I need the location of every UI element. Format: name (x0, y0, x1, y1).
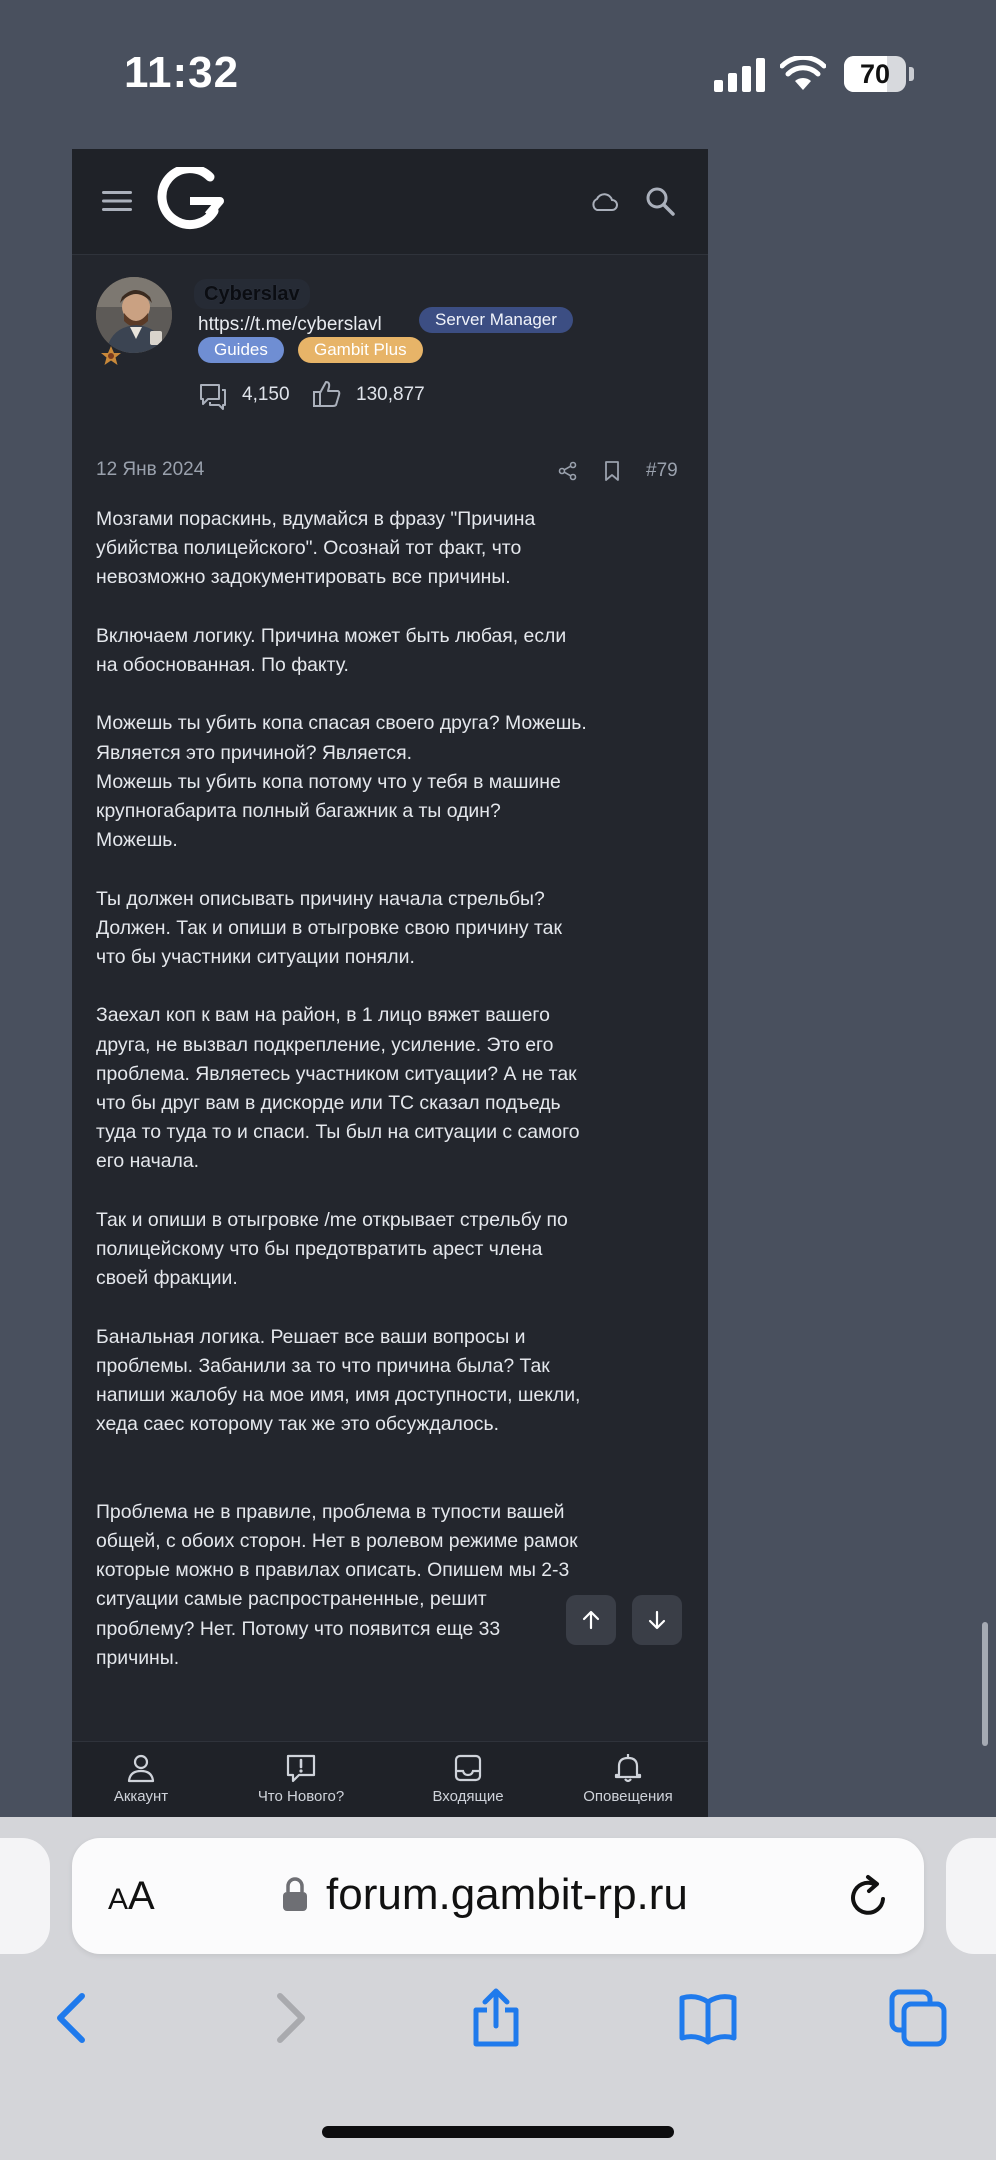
next-tab-card[interactable] (946, 1838, 996, 1954)
bookmarks-icon[interactable] (678, 1988, 738, 2048)
page-scrollbar[interactable] (982, 1622, 988, 1746)
home-indicator (322, 2126, 674, 2138)
post-body (96, 505, 686, 1702)
hamburger-menu-icon[interactable] (102, 189, 132, 213)
lock-icon (282, 1876, 308, 1912)
nav-inbox[interactable] (406, 1742, 530, 1817)
post-paragraph: Заехал коп к вам на район, в 1 лицо вяжет вашего друга, не вызвал подкрепление, усиление. Это его проблема. Являетесь участником ситуации? А не так что бы друг вам в дискорде или ТС сказал подъедь туда то туда то и спаси. Ты был на ситуации с самого его начала. (96, 1004, 580, 1173)
cellular-signal-icon (714, 58, 766, 92)
scroll-to-top-button[interactable] (566, 1595, 616, 1645)
user-link[interactable]: https://t.me/cyberslavl (198, 314, 382, 335)
nav-inbox-label: Входящие (432, 1788, 504, 1805)
messages-count: 4,150 (242, 384, 290, 405)
post-paragraph: Включаем логику. Причина может быть любая, если на обоснованная. По факту. (96, 624, 567, 676)
username[interactable]: Cyberslav (194, 279, 310, 309)
reactions-count: 130,877 (356, 384, 425, 405)
bell-icon (612, 1752, 644, 1784)
messages-icon (198, 381, 228, 411)
post-paragraph: Можешь ты убить копа спасая своего друга? Можешь. Является это причиной? Является. Можешь ты убить копа потому что у тебя в машине крупногабарита полный багажник а ты один? Можешь. (96, 712, 587, 852)
post-paragraph: Мозгами пораскинь, вдумайся в фразу "Причина убийства полицейского". Осознай тот факт, что невозможно задокументировать все причины. (96, 508, 536, 589)
status-time: 11:32 (124, 48, 240, 97)
previous-tab-card[interactable] (0, 1838, 50, 1954)
nav-whats-new[interactable] (234, 1742, 368, 1817)
avatar[interactable] (96, 277, 172, 353)
battery-nub (909, 67, 914, 81)
post-paragraph: Ты должен описывать причину начала стрельбы? Должен. Так и опиши в отыгровке свою причину так что бы участники ситуации поняли. (96, 887, 562, 968)
arrow-down-icon (646, 1609, 668, 1631)
badge-gambit-plus: Gambit Plus (298, 337, 423, 363)
status-bar (0, 0, 996, 145)
arrow-up-icon (580, 1609, 602, 1631)
post-paragraph: Банальная логика. Решает все ваши вопросы и проблемы. Забанили за то что причина была? Так напиши жалобу на мое имя, имя доступности, шекли, хеда саес которому так же это обсуждалось. (96, 1325, 581, 1436)
post-paragraph: Так и опиши в отыгровке /me открывает стрельбу по полицейскому что бы предотвратить арест члена своей фракции. (96, 1208, 568, 1290)
nav-alerts[interactable] (562, 1742, 694, 1817)
bookmark-icon[interactable] (604, 461, 620, 481)
scroll-to-bottom-button[interactable] (632, 1595, 682, 1645)
share-icon[interactable] (558, 461, 578, 481)
reader-settings-button[interactable]: AA (108, 1874, 155, 1918)
share-sheet-icon[interactable] (466, 1988, 526, 2048)
search-icon[interactable] (644, 185, 676, 217)
nav-whats-new-label: Что Нового? (257, 1788, 345, 1805)
forum-header (72, 149, 708, 255)
back-icon[interactable] (44, 1988, 104, 2048)
avatar-image (96, 277, 172, 353)
post-paragraph: Проблема не в правиле, проблема в тупости вашей общей, с обоих сторон. Нет в ролевом режиме рамок которые можно в правилах описать. Опишем мы 2-3 ситуации самые распространенные, решит проблему? Нет. Потому что появится еще 33 причины. (96, 1500, 578, 1669)
wifi-icon (780, 56, 826, 92)
gambit-logo-icon[interactable] (156, 167, 226, 231)
battery-icon (844, 56, 906, 92)
thumbs-up-icon (312, 379, 342, 409)
badge-guides: Guides (198, 337, 284, 363)
cloud-icon[interactable] (590, 191, 618, 213)
battery-level: 70 (859, 58, 891, 89)
tabs-icon[interactable] (888, 1988, 948, 2048)
account-icon (125, 1752, 157, 1784)
medal-icon (100, 345, 122, 367)
forward-icon[interactable] (258, 1988, 318, 2048)
badge-server-manager: Server Manager (419, 307, 573, 333)
nav-account-label: Аккаунт (113, 1788, 169, 1805)
post-date[interactable]: 12 Янв 2024 (96, 459, 205, 480)
whats-new-icon (285, 1752, 317, 1784)
reload-icon[interactable] (846, 1874, 892, 1920)
address-bar[interactable] (72, 1838, 924, 1954)
url-text[interactable]: forum.gambit-rp.ru (326, 1870, 688, 1919)
nav-alerts-label: Оповещения (583, 1788, 673, 1805)
bottom-navigation (72, 1741, 708, 1817)
nav-account[interactable] (94, 1742, 188, 1817)
forum-page[interactable] (72, 149, 708, 1817)
inbox-icon (452, 1752, 484, 1784)
post-number[interactable]: #79 (646, 460, 678, 481)
